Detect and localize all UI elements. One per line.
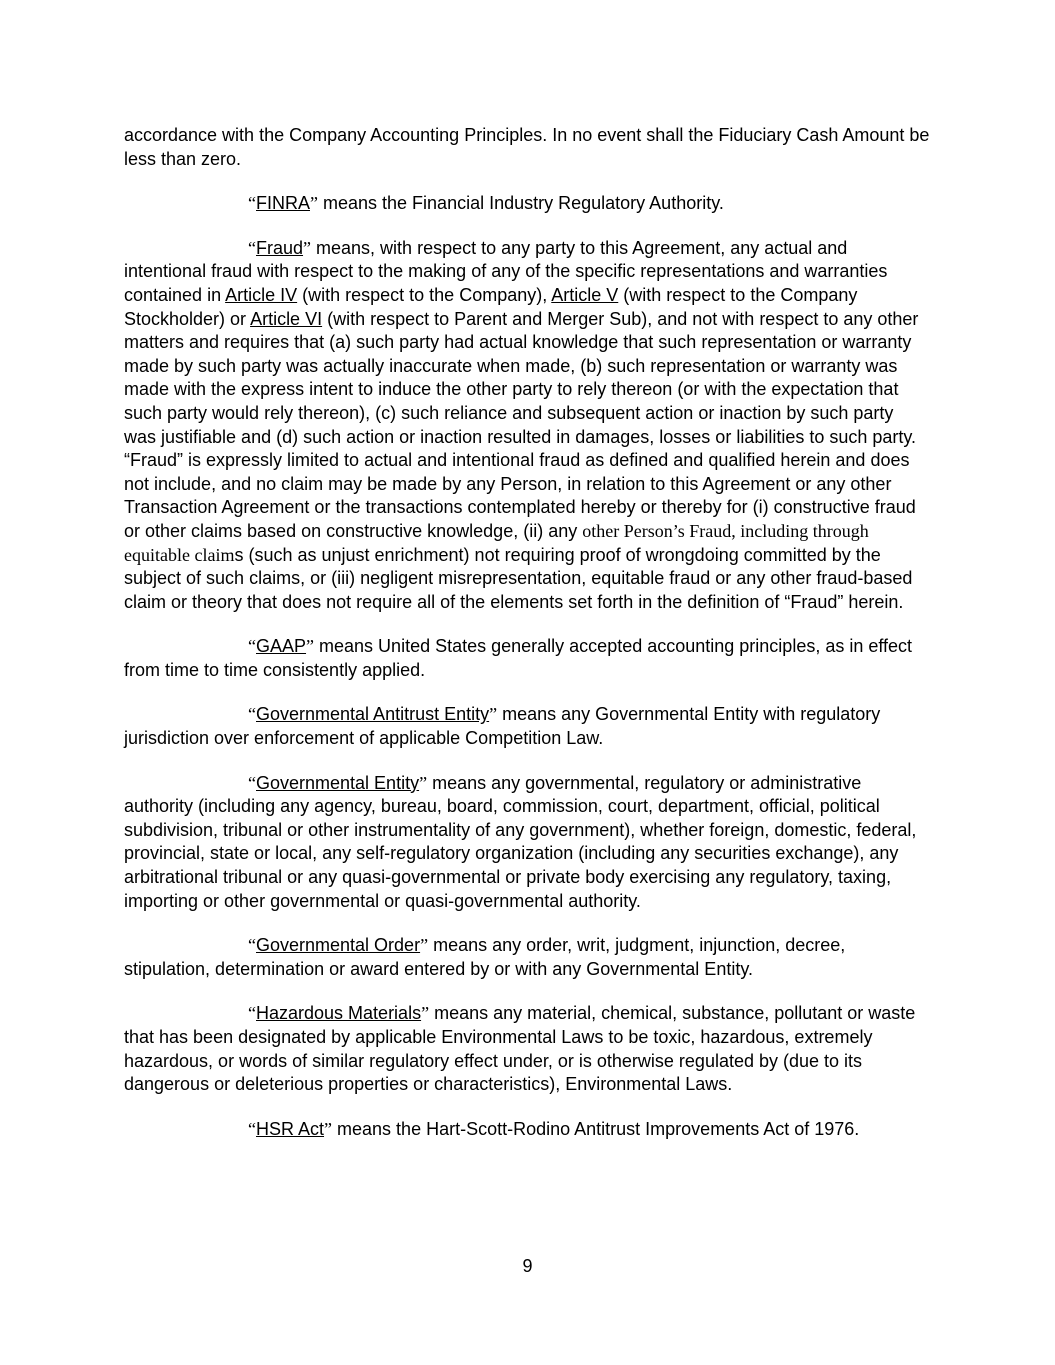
close-quote: ” <box>310 193 318 214</box>
open-quote: “ <box>248 1003 256 1024</box>
close-quote: ” <box>324 1118 333 1139</box>
open-quote: “ <box>248 704 256 725</box>
close-quote: ” <box>421 1003 430 1024</box>
document-page <box>124 124 930 1162</box>
defined-term: Governmental Entity <box>256 772 420 793</box>
open-quote: “ <box>248 237 256 258</box>
open-quote: “ <box>248 772 256 793</box>
definition-finra <box>124 192 930 216</box>
paragraph-text: accordance with the Company Accounting Principles. In no event shall the Fiduciary Cash Amount be less than zero. <box>124 125 930 169</box>
definition-text: means any order, writ, judgment, injunction, decree, stipulation, determination or award entered by or with any Governmental Entity. <box>124 935 846 979</box>
defined-term: FINRA <box>256 193 310 214</box>
cross-reference-article-iv: Article IV <box>225 284 298 305</box>
definition-text: (with respect to Parent and Merger Sub), and not with respect to any other matters and requires that (a) such party had actual knowledge that such representation or warranty made by such party was actually inaccurate when made, (b) such representation or warranty was made with the express intent to induce the other party to rely thereon (or with the expectation that such party would rely thereon), (c) such reliance and subsequent action or inaction by such party was justifiable and (d) such action or inaction resulted in damages, losses or liabilities to such party. “Fraud” is expressly limited to actual and intentional fraud as defined and qualified herein and does not include, and no claim may be made by any Person, in relation to this Agreement or any other Transaction Agreement or the transactions contemplated hereby or thereby for (i) constructive fraud or other claims based on constructive knowledge, (ii) any <box>124 308 919 541</box>
close-quote: ” <box>420 935 429 956</box>
cross-reference-article-vi: Article VI <box>250 308 323 329</box>
close-quote: ” <box>303 237 312 258</box>
definition-text: means any material, chemical, substance, pollutant or waste that has been designated by applicable Environmental Laws to be toxic, hazardous, extremely hazardous, or words of similar regulatory effect under, or is otherwise regulated by (due to its dangerous or deleterious properties or characteristics), Environmental Laws. <box>124 1003 916 1095</box>
defined-term: Hazardous Materials <box>256 1003 422 1024</box>
definition-hazardous-materials <box>124 1002 930 1096</box>
defined-term: HSR Act <box>256 1118 325 1139</box>
open-quote: “ <box>248 1118 256 1139</box>
definition-fraud <box>124 237 930 615</box>
definition-governmental-antitrust-entity <box>124 703 930 750</box>
definition-text-serif: other Person’s Fraud, including through equitable claim <box>124 520 869 565</box>
definition-text: (with respect to the Company Stockholder) or <box>124 284 858 329</box>
definition-gaap <box>124 635 930 682</box>
close-quote: ” <box>306 636 315 657</box>
close-quote: ” <box>489 704 498 725</box>
definition-text: means the Financial Industry Regulatory Authority. <box>318 193 724 214</box>
definition-governmental-order <box>124 934 930 981</box>
definition-governmental-entity <box>124 772 930 914</box>
definition-text: means any governmental, regulatory or administrative authority (including any agency, bureau, board, commission, court, department, official, political subdivision, tribunal or other instrumentality of any government), whether foreign, domestic, federal, provincial, state or local, any self-regulatory organization (including any securities exchange), any arbitrational tribunal or any quasi-governmental or private body exercising any regulatory, taxing, importing or other governmental or quasi-governmental authority. <box>124 772 917 911</box>
open-quote: “ <box>248 636 256 657</box>
cross-reference-article-v: Article V <box>551 284 619 305</box>
definition-text: means United States generally accepted accounting principles, as in effect from time to time consistently applied. <box>124 636 913 680</box>
paragraph-fiduciary-continuation <box>124 124 930 171</box>
definition-text: means, with respect to any party to this Agreement, any actual and intentional fraud with respect to the making of any of the specific representations and warranties contained in <box>124 237 888 305</box>
defined-term: Governmental Order <box>256 935 421 956</box>
definition-text: means the Hart-Scott-Rodino Antitrust Improvements Act of 1976. <box>332 1118 860 1139</box>
definition-text: s (such as unjust enrichment) not requiring proof of wrongdoing committed by the subject of such claims, or (iii) negligent misrepresentation, equitable fraud or any other fraud-based claim or theory that does not require all of the elements set forth in the definition of “Fraud” herein. <box>124 544 913 612</box>
open-quote: “ <box>248 935 256 956</box>
page-number: 9 <box>522 1256 533 1276</box>
close-quote: ” <box>419 772 428 793</box>
open-quote: “ <box>248 193 256 214</box>
definition-text: (with respect to the Company), <box>297 284 552 305</box>
definition-hsr-act <box>124 1118 930 1142</box>
defined-term: Governmental Antitrust Entity <box>256 704 490 725</box>
definition-text: means any Governmental Entity with regulatory jurisdiction over enforcement of applicable Competition Law. <box>124 704 881 749</box>
defined-term: Fraud <box>256 237 304 258</box>
defined-term: GAAP <box>256 636 307 657</box>
